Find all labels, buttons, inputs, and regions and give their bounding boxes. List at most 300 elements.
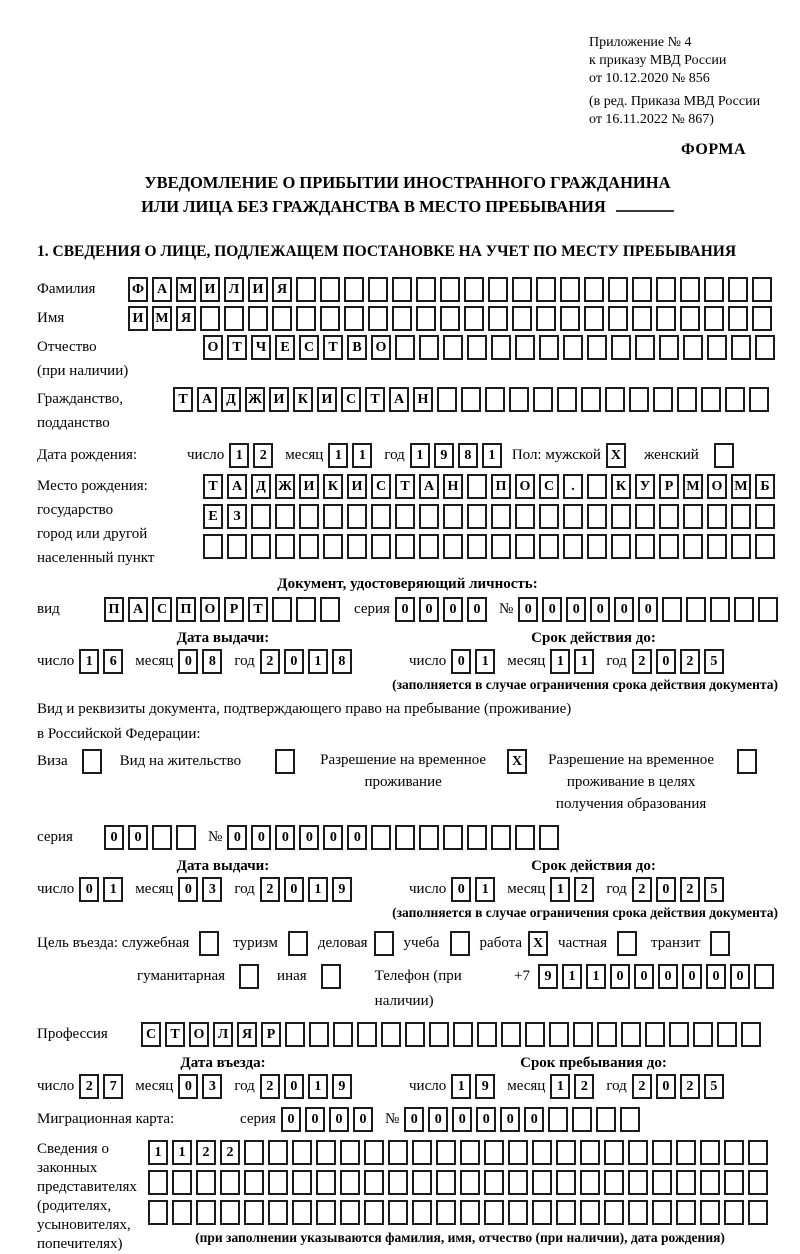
form-cell[interactable] xyxy=(508,1140,528,1165)
form-cell[interactable] xyxy=(539,825,559,850)
form-cell[interactable] xyxy=(710,931,730,956)
form-cell[interactable] xyxy=(512,306,532,331)
form-cell[interactable] xyxy=(347,534,367,559)
form-cell[interactable]: 6 xyxy=(103,649,123,674)
form-cell[interactable]: 0 xyxy=(104,825,124,850)
form-cell[interactable]: 2 xyxy=(632,1074,652,1099)
form-cell[interactable] xyxy=(392,306,412,331)
form-cell[interactable] xyxy=(364,1140,384,1165)
form-cell[interactable]: 1 xyxy=(328,443,348,468)
form-cell[interactable]: 2 xyxy=(260,877,280,902)
form-cell[interactable]: 0 xyxy=(79,877,99,902)
form-cell[interactable]: 2 xyxy=(260,649,280,674)
form-cell[interactable]: 1 xyxy=(308,1074,328,1099)
form-cell[interactable] xyxy=(748,1140,768,1165)
form-cell[interactable]: 1 xyxy=(79,649,99,674)
form-cell[interactable] xyxy=(635,504,655,529)
form-cell[interactable]: . xyxy=(563,474,583,499)
form-cell[interactable]: 0 xyxy=(178,877,198,902)
form-cell[interactable]: 0 xyxy=(524,1107,544,1132)
form-cell[interactable] xyxy=(285,1022,305,1047)
form-cell[interactable] xyxy=(556,1170,576,1195)
form-cell[interactable]: 7 xyxy=(103,1074,123,1099)
form-cell[interactable] xyxy=(653,387,673,412)
form-cell[interactable] xyxy=(549,1022,569,1047)
form-cell[interactable]: 0 xyxy=(682,964,702,989)
form-cell[interactable]: 1 xyxy=(586,964,606,989)
form-cell[interactable] xyxy=(628,1140,648,1165)
form-cell[interactable]: А xyxy=(152,277,172,302)
form-cell[interactable]: 1 xyxy=(308,649,328,674)
form-cell[interactable] xyxy=(443,534,463,559)
form-cell[interactable] xyxy=(244,1170,264,1195)
form-cell[interactable]: Е xyxy=(203,504,223,529)
form-cell[interactable] xyxy=(196,1170,216,1195)
form-cell[interactable] xyxy=(515,504,535,529)
form-cell[interactable] xyxy=(176,825,196,850)
form-cell[interactable] xyxy=(395,504,415,529)
form-cell[interactable]: 0 xyxy=(227,825,247,850)
form-cell[interactable] xyxy=(248,306,268,331)
form-cell[interactable] xyxy=(292,1170,312,1195)
form-cell[interactable] xyxy=(388,1140,408,1165)
form-cell[interactable] xyxy=(309,1022,329,1047)
form-cell[interactable] xyxy=(299,504,319,529)
form-cell[interactable] xyxy=(572,1107,592,1132)
form-cell[interactable] xyxy=(587,474,607,499)
form-cell[interactable] xyxy=(440,306,460,331)
form-cell[interactable] xyxy=(268,1140,288,1165)
form-cell[interactable] xyxy=(608,306,628,331)
form-cell[interactable] xyxy=(484,1200,504,1225)
form-cell[interactable] xyxy=(419,825,439,850)
form-cell[interactable] xyxy=(443,825,463,850)
form-cell[interactable] xyxy=(560,306,580,331)
form-cell[interactable] xyxy=(584,277,604,302)
form-cell[interactable] xyxy=(464,306,484,331)
form-cell[interactable]: А xyxy=(227,474,247,499)
form-cell[interactable]: X xyxy=(507,749,527,774)
form-cell[interactable]: П xyxy=(176,597,196,622)
form-cell[interactable] xyxy=(515,335,535,360)
form-cell[interactable]: 0 xyxy=(518,597,538,622)
form-cell[interactable]: 0 xyxy=(467,597,487,622)
form-cell[interactable]: 0 xyxy=(590,597,610,622)
form-cell[interactable]: 0 xyxy=(353,1107,373,1132)
form-cell[interactable]: Л xyxy=(224,277,244,302)
form-cell[interactable]: Ж xyxy=(275,474,295,499)
form-cell[interactable] xyxy=(485,387,505,412)
form-cell[interactable]: 0 xyxy=(658,964,678,989)
form-cell[interactable]: 0 xyxy=(706,964,726,989)
form-cell[interactable]: З xyxy=(227,504,247,529)
form-cell[interactable] xyxy=(652,1170,672,1195)
form-cell[interactable] xyxy=(748,1200,768,1225)
form-cell[interactable]: М xyxy=(731,474,751,499)
form-cell[interactable] xyxy=(316,1200,336,1225)
form-cell[interactable] xyxy=(199,931,219,956)
form-cell[interactable] xyxy=(316,1170,336,1195)
form-cell[interactable] xyxy=(659,335,679,360)
form-cell[interactable] xyxy=(725,387,745,412)
form-cell[interactable]: 2 xyxy=(79,1074,99,1099)
form-cell[interactable]: Т xyxy=(165,1022,185,1047)
form-cell[interactable] xyxy=(652,1200,672,1225)
form-cell[interactable] xyxy=(563,534,583,559)
form-cell[interactable]: Т xyxy=(395,474,415,499)
form-cell[interactable] xyxy=(755,534,775,559)
form-cell[interactable] xyxy=(700,1200,720,1225)
form-cell[interactable]: М xyxy=(152,306,172,331)
form-cell[interactable] xyxy=(200,306,220,331)
form-cell[interactable]: 1 xyxy=(550,877,570,902)
form-cell[interactable] xyxy=(467,825,487,850)
form-cell[interactable] xyxy=(677,387,697,412)
form-cell[interactable] xyxy=(635,335,655,360)
form-cell[interactable] xyxy=(536,306,556,331)
form-cell[interactable]: С xyxy=(152,597,172,622)
form-cell[interactable]: 9 xyxy=(434,443,454,468)
form-cell[interactable]: 0 xyxy=(284,1074,304,1099)
form-cell[interactable] xyxy=(754,964,774,989)
form-cell[interactable]: 1 xyxy=(475,877,495,902)
form-cell[interactable]: Р xyxy=(659,474,679,499)
form-cell[interactable] xyxy=(196,1200,216,1225)
form-cell[interactable]: 0 xyxy=(638,597,658,622)
form-cell[interactable] xyxy=(227,534,247,559)
form-cell[interactable] xyxy=(251,534,271,559)
form-cell[interactable] xyxy=(676,1170,696,1195)
form-cell[interactable]: 0 xyxy=(329,1107,349,1132)
form-cell[interactable]: П xyxy=(104,597,124,622)
form-cell[interactable]: 0 xyxy=(500,1107,520,1132)
form-cell[interactable]: 1 xyxy=(574,649,594,674)
form-cell[interactable] xyxy=(323,504,343,529)
form-cell[interactable]: 0 xyxy=(656,649,676,674)
form-cell[interactable]: И xyxy=(347,474,367,499)
form-cell[interactable] xyxy=(707,504,727,529)
form-cell[interactable] xyxy=(686,597,706,622)
form-cell[interactable] xyxy=(755,335,775,360)
form-cell[interactable]: К xyxy=(323,474,343,499)
form-cell[interactable] xyxy=(275,504,295,529)
form-cell[interactable] xyxy=(220,1200,240,1225)
form-cell[interactable] xyxy=(632,306,652,331)
form-cell[interactable] xyxy=(629,387,649,412)
form-cell[interactable] xyxy=(368,306,388,331)
form-cell[interactable] xyxy=(450,931,470,956)
form-cell[interactable]: Я xyxy=(272,277,292,302)
form-cell[interactable]: 0 xyxy=(542,597,562,622)
form-cell[interactable] xyxy=(484,1170,504,1195)
form-cell[interactable]: 1 xyxy=(103,877,123,902)
form-cell[interactable]: 0 xyxy=(610,964,630,989)
form-cell[interactable] xyxy=(148,1200,168,1225)
form-cell[interactable] xyxy=(296,306,316,331)
form-cell[interactable] xyxy=(755,504,775,529)
form-cell[interactable] xyxy=(392,277,412,302)
form-cell[interactable] xyxy=(532,1200,552,1225)
form-cell[interactable] xyxy=(320,277,340,302)
form-cell[interactable] xyxy=(731,504,751,529)
form-cell[interactable]: Ф xyxy=(128,277,148,302)
form-cell[interactable] xyxy=(752,277,772,302)
form-cell[interactable] xyxy=(443,335,463,360)
form-cell[interactable] xyxy=(532,1140,552,1165)
form-cell[interactable] xyxy=(416,306,436,331)
form-cell[interactable] xyxy=(704,306,724,331)
form-cell[interactable]: 0 xyxy=(730,964,750,989)
form-cell[interactable] xyxy=(491,825,511,850)
form-cell[interactable]: 0 xyxy=(656,1074,676,1099)
form-cell[interactable] xyxy=(491,335,511,360)
form-cell[interactable]: Р xyxy=(261,1022,281,1047)
form-cell[interactable]: К xyxy=(611,474,631,499)
form-cell[interactable] xyxy=(412,1170,432,1195)
form-cell[interactable] xyxy=(700,1140,720,1165)
form-cell[interactable] xyxy=(292,1140,312,1165)
form-cell[interactable] xyxy=(344,277,364,302)
form-cell[interactable] xyxy=(563,504,583,529)
form-cell[interactable] xyxy=(508,1200,528,1225)
form-cell[interactable] xyxy=(395,534,415,559)
form-cell[interactable] xyxy=(611,335,631,360)
form-cell[interactable] xyxy=(620,1107,640,1132)
form-cell[interactable] xyxy=(731,335,751,360)
form-cell[interactable]: С xyxy=(341,387,361,412)
form-cell[interactable] xyxy=(464,277,484,302)
form-cell[interactable]: 0 xyxy=(178,1074,198,1099)
form-cell[interactable]: 8 xyxy=(458,443,478,468)
form-cell[interactable]: И xyxy=(317,387,337,412)
form-cell[interactable] xyxy=(710,597,730,622)
form-cell[interactable]: В xyxy=(347,335,367,360)
form-cell[interactable] xyxy=(220,1170,240,1195)
form-cell[interactable] xyxy=(515,825,535,850)
form-cell[interactable]: О xyxy=(707,474,727,499)
form-cell[interactable] xyxy=(323,534,343,559)
form-cell[interactable] xyxy=(172,1200,192,1225)
form-cell[interactable] xyxy=(580,1170,600,1195)
form-cell[interactable]: 2 xyxy=(253,443,273,468)
form-cell[interactable]: А xyxy=(128,597,148,622)
form-cell[interactable]: 2 xyxy=(260,1074,280,1099)
form-cell[interactable] xyxy=(645,1022,665,1047)
form-cell[interactable]: О xyxy=(200,597,220,622)
form-cell[interactable] xyxy=(272,597,292,622)
form-cell[interactable] xyxy=(347,504,367,529)
form-cell[interactable]: Р xyxy=(224,597,244,622)
form-cell[interactable] xyxy=(515,534,535,559)
form-cell[interactable]: 0 xyxy=(404,1107,424,1132)
form-cell[interactable] xyxy=(604,1170,624,1195)
form-cell[interactable]: 0 xyxy=(284,649,304,674)
form-cell[interactable] xyxy=(416,277,436,302)
form-cell[interactable]: 5 xyxy=(704,649,724,674)
form-cell[interactable] xyxy=(357,1022,377,1047)
form-cell[interactable] xyxy=(724,1140,744,1165)
form-cell[interactable] xyxy=(436,1170,456,1195)
form-cell[interactable] xyxy=(412,1200,432,1225)
form-cell[interactable] xyxy=(371,504,391,529)
form-cell[interactable]: С xyxy=(539,474,559,499)
form-cell[interactable]: 0 xyxy=(323,825,343,850)
form-cell[interactable] xyxy=(587,504,607,529)
form-cell[interactable]: К xyxy=(293,387,313,412)
form-cell[interactable]: 1 xyxy=(550,649,570,674)
form-cell[interactable] xyxy=(461,387,481,412)
form-cell[interactable]: А xyxy=(389,387,409,412)
form-cell[interactable] xyxy=(748,1170,768,1195)
form-cell[interactable] xyxy=(752,306,772,331)
form-cell[interactable] xyxy=(364,1170,384,1195)
form-cell[interactable] xyxy=(669,1022,689,1047)
form-cell[interactable] xyxy=(374,931,394,956)
form-cell[interactable] xyxy=(604,1200,624,1225)
form-cell[interactable]: И xyxy=(269,387,289,412)
form-cell[interactable] xyxy=(501,1022,521,1047)
form-cell[interactable] xyxy=(714,443,734,468)
form-cell[interactable] xyxy=(467,504,487,529)
form-cell[interactable] xyxy=(628,1170,648,1195)
form-cell[interactable] xyxy=(597,1022,617,1047)
form-cell[interactable] xyxy=(707,335,727,360)
form-cell[interactable]: 1 xyxy=(410,443,430,468)
form-cell[interactable] xyxy=(405,1022,425,1047)
form-cell[interactable] xyxy=(388,1170,408,1195)
form-cell[interactable] xyxy=(680,277,700,302)
form-cell[interactable]: 1 xyxy=(550,1074,570,1099)
form-cell[interactable] xyxy=(453,1022,473,1047)
form-cell[interactable]: Т xyxy=(248,597,268,622)
form-cell[interactable] xyxy=(477,1022,497,1047)
form-cell[interactable]: 8 xyxy=(332,649,352,674)
form-cell[interactable] xyxy=(395,825,415,850)
form-cell[interactable] xyxy=(548,1107,568,1132)
form-cell[interactable] xyxy=(717,1022,737,1047)
form-cell[interactable]: 0 xyxy=(451,877,471,902)
form-cell[interactable] xyxy=(460,1200,480,1225)
form-cell[interactable]: 2 xyxy=(574,1074,594,1099)
form-cell[interactable] xyxy=(556,1200,576,1225)
form-cell[interactable] xyxy=(429,1022,449,1047)
form-cell[interactable] xyxy=(371,534,391,559)
form-cell[interactable]: 3 xyxy=(202,877,222,902)
form-cell[interactable]: 1 xyxy=(229,443,249,468)
form-cell[interactable]: Л xyxy=(213,1022,233,1047)
form-cell[interactable] xyxy=(556,1140,576,1165)
form-cell[interactable] xyxy=(244,1140,264,1165)
form-cell[interactable]: 2 xyxy=(680,649,700,674)
form-cell[interactable]: 9 xyxy=(538,964,558,989)
form-cell[interactable]: И xyxy=(128,306,148,331)
form-cell[interactable]: 0 xyxy=(656,877,676,902)
form-cell[interactable] xyxy=(605,387,625,412)
form-cell[interactable] xyxy=(683,504,703,529)
form-cell[interactable] xyxy=(683,335,703,360)
form-cell[interactable] xyxy=(381,1022,401,1047)
form-cell[interactable]: 2 xyxy=(632,649,652,674)
form-cell[interactable] xyxy=(239,964,259,989)
form-cell[interactable]: 0 xyxy=(275,825,295,850)
form-cell[interactable]: Ч xyxy=(251,335,271,360)
form-cell[interactable]: 0 xyxy=(443,597,463,622)
form-cell[interactable]: 0 xyxy=(452,1107,472,1132)
form-cell[interactable]: 2 xyxy=(196,1140,216,1165)
form-cell[interactable]: С xyxy=(371,474,391,499)
form-cell[interactable] xyxy=(728,306,748,331)
form-cell[interactable]: М xyxy=(176,277,196,302)
form-cell[interactable] xyxy=(371,825,391,850)
form-cell[interactable]: 0 xyxy=(347,825,367,850)
form-cell[interactable]: 5 xyxy=(704,1074,724,1099)
form-cell[interactable] xyxy=(536,277,556,302)
form-cell[interactable] xyxy=(741,1022,761,1047)
form-cell[interactable] xyxy=(443,504,463,529)
form-cell[interactable] xyxy=(272,306,292,331)
form-cell[interactable]: 0 xyxy=(476,1107,496,1132)
form-cell[interactable] xyxy=(632,277,652,302)
form-cell[interactable] xyxy=(611,534,631,559)
form-cell[interactable] xyxy=(731,534,751,559)
form-cell[interactable] xyxy=(728,277,748,302)
form-cell[interactable] xyxy=(656,277,676,302)
form-cell[interactable]: Н xyxy=(443,474,463,499)
form-cell[interactable] xyxy=(460,1170,480,1195)
form-cell[interactable] xyxy=(676,1200,696,1225)
form-cell[interactable]: Д xyxy=(221,387,241,412)
form-cell[interactable]: 3 xyxy=(202,1074,222,1099)
form-cell[interactable] xyxy=(659,534,679,559)
form-cell[interactable]: П xyxy=(491,474,511,499)
form-cell[interactable] xyxy=(436,1140,456,1165)
form-cell[interactable]: Н xyxy=(413,387,433,412)
form-cell[interactable]: Я xyxy=(237,1022,257,1047)
form-cell[interactable]: 2 xyxy=(632,877,652,902)
form-cell[interactable]: И xyxy=(299,474,319,499)
form-cell[interactable] xyxy=(467,534,487,559)
form-cell[interactable] xyxy=(539,504,559,529)
form-cell[interactable] xyxy=(244,1200,264,1225)
form-cell[interactable] xyxy=(419,335,439,360)
form-cell[interactable] xyxy=(628,1200,648,1225)
form-cell[interactable] xyxy=(316,1140,336,1165)
form-cell[interactable]: 0 xyxy=(178,649,198,674)
form-cell[interactable]: О xyxy=(189,1022,209,1047)
form-cell[interactable] xyxy=(268,1200,288,1225)
form-cell[interactable] xyxy=(587,534,607,559)
form-cell[interactable]: 0 xyxy=(451,649,471,674)
form-cell[interactable]: 2 xyxy=(680,877,700,902)
form-cell[interactable]: М xyxy=(683,474,703,499)
form-cell[interactable]: 1 xyxy=(308,877,328,902)
form-cell[interactable]: Д xyxy=(251,474,271,499)
form-cell[interactable] xyxy=(333,1022,353,1047)
form-cell[interactable] xyxy=(707,534,727,559)
form-cell[interactable]: 0 xyxy=(566,597,586,622)
form-cell[interactable] xyxy=(704,277,724,302)
form-cell[interactable] xyxy=(539,335,559,360)
form-cell[interactable]: 1 xyxy=(352,443,372,468)
form-cell[interactable] xyxy=(488,277,508,302)
form-cell[interactable] xyxy=(172,1170,192,1195)
form-cell[interactable] xyxy=(467,474,487,499)
form-cell[interactable] xyxy=(580,1140,600,1165)
form-cell[interactable]: 0 xyxy=(299,825,319,850)
form-cell[interactable]: 2 xyxy=(220,1140,240,1165)
form-cell[interactable] xyxy=(460,1140,480,1165)
form-cell[interactable] xyxy=(659,504,679,529)
